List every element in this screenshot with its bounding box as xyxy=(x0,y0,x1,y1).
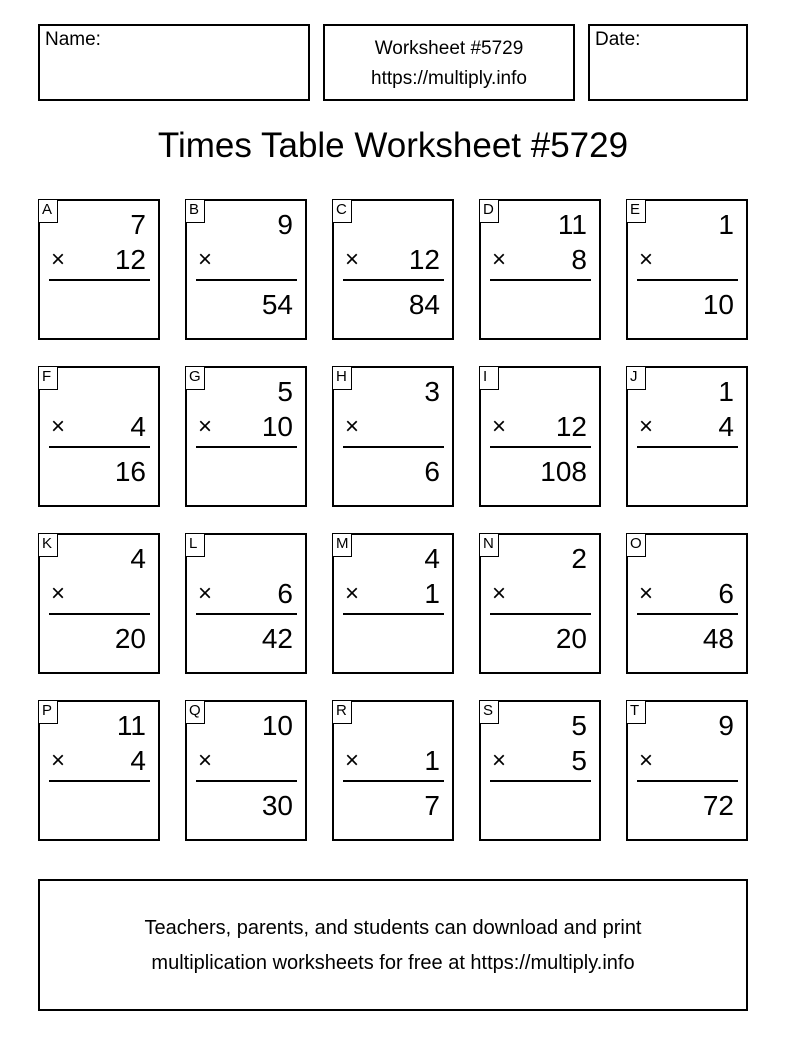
multiplier: 8 xyxy=(571,244,587,275)
multiplier: 4 xyxy=(130,411,146,442)
problem-a xyxy=(38,199,160,340)
product: 108 xyxy=(540,456,587,487)
worksheet-url: https://multiply.info xyxy=(371,68,527,89)
multiplicand: 1 xyxy=(718,209,734,240)
problem-b xyxy=(185,199,307,340)
name-label: Name: xyxy=(45,29,101,50)
multiplier: 6 xyxy=(718,578,734,609)
times-sign: × xyxy=(345,747,360,774)
multiplicand: 9 xyxy=(718,710,734,741)
answer-rule xyxy=(637,780,738,782)
problem-letter: A xyxy=(38,199,58,223)
multiplicand: 10 xyxy=(261,710,293,741)
product: 72 xyxy=(702,790,734,821)
multiplicand: 9 xyxy=(277,209,293,240)
times-sign: × xyxy=(639,580,654,607)
answer-rule xyxy=(196,613,297,615)
answer-rule xyxy=(49,613,150,615)
problem-letter: B xyxy=(185,199,205,223)
problem-letter: L xyxy=(185,533,205,557)
multiplicand: 4 xyxy=(130,543,146,574)
multiplier: 12 xyxy=(408,244,440,275)
problem-n xyxy=(479,533,601,674)
problem-l xyxy=(185,533,307,674)
multiplier: 6 xyxy=(277,578,293,609)
problem-f xyxy=(38,366,160,507)
footer-line-1: Teachers, parents, and students can download and print xyxy=(144,917,642,939)
answer-rule xyxy=(49,446,150,448)
answer-rule xyxy=(343,279,444,281)
date-field-box[interactable] xyxy=(588,24,748,101)
answer-rule xyxy=(343,780,444,782)
answer-rule xyxy=(49,279,150,281)
times-sign: × xyxy=(198,580,213,607)
multiplier: 4 xyxy=(718,411,734,442)
worksheet-number: Worksheet #5729 xyxy=(374,38,524,59)
times-sign: × xyxy=(198,747,213,774)
answer-rule xyxy=(637,279,738,281)
times-sign: × xyxy=(51,747,66,774)
product: 48 xyxy=(702,623,734,654)
problem-q xyxy=(185,700,307,841)
footer-box xyxy=(38,879,748,1011)
problem-g xyxy=(185,366,307,507)
multiplier: 12 xyxy=(114,244,146,275)
problem-d xyxy=(479,199,601,340)
multiplicand: 11 xyxy=(557,209,587,240)
times-sign: × xyxy=(198,413,213,440)
problem-m xyxy=(332,533,454,674)
problem-letter: N xyxy=(479,533,499,557)
multiplicand: 11 xyxy=(116,710,146,741)
times-sign: × xyxy=(639,246,654,273)
problem-k xyxy=(38,533,160,674)
page-title: Times Table Worksheet #5729 xyxy=(157,126,629,165)
times-sign: × xyxy=(345,580,360,607)
problem-letter: F xyxy=(38,366,58,390)
multiplicand: 1 xyxy=(718,376,734,407)
times-sign: × xyxy=(492,580,507,607)
footer-line-2: multiplication worksheets for free at https://multiply.info xyxy=(151,952,635,974)
problem-letter: R xyxy=(332,700,352,724)
problem-i xyxy=(479,366,601,507)
answer-rule xyxy=(196,780,297,782)
multiplier: 12 xyxy=(555,411,587,442)
problem-r xyxy=(332,700,454,841)
multiplier: 1 xyxy=(424,578,440,609)
answer-rule xyxy=(637,446,738,448)
problem-letter: I xyxy=(479,366,499,390)
problem-letter: J xyxy=(626,366,646,390)
multiplicand: 7 xyxy=(130,209,146,240)
times-sign: × xyxy=(198,246,213,273)
problem-e xyxy=(626,199,748,340)
multiplier: 1 xyxy=(424,745,440,776)
times-sign: × xyxy=(639,413,654,440)
worksheet-id-box xyxy=(323,24,575,101)
times-sign: × xyxy=(51,246,66,273)
answer-rule xyxy=(637,613,738,615)
times-sign: × xyxy=(51,413,66,440)
product: 30 xyxy=(261,790,293,821)
answer-rule xyxy=(490,780,591,782)
product: 42 xyxy=(261,623,293,654)
product: 16 xyxy=(114,456,146,487)
problem-letter: T xyxy=(626,700,646,724)
multiplicand: 5 xyxy=(571,710,587,741)
multiplicand: 3 xyxy=(424,376,440,407)
product: 6 xyxy=(424,456,440,487)
product: 10 xyxy=(702,289,734,320)
answer-rule xyxy=(343,613,444,615)
problem-letter: O xyxy=(626,533,646,557)
times-sign: × xyxy=(492,747,507,774)
times-sign: × xyxy=(492,413,507,440)
product: 20 xyxy=(114,623,146,654)
problem-letter: S xyxy=(479,700,499,724)
answer-rule xyxy=(196,279,297,281)
answer-rule xyxy=(490,613,591,615)
problem-p xyxy=(38,700,160,841)
product: 20 xyxy=(555,623,587,654)
date-label: Date: xyxy=(595,29,641,50)
answer-rule xyxy=(49,780,150,782)
problem-o xyxy=(626,533,748,674)
product: 54 xyxy=(261,289,293,320)
answer-rule xyxy=(490,446,591,448)
problem-letter: K xyxy=(38,533,58,557)
times-sign: × xyxy=(345,413,360,440)
times-sign: × xyxy=(51,580,66,607)
problem-letter: G xyxy=(185,366,205,390)
times-sign: × xyxy=(639,747,654,774)
product: 7 xyxy=(424,790,440,821)
name-field-box[interactable] xyxy=(38,24,310,101)
problem-letter: D xyxy=(479,199,499,223)
problem-letter: Q xyxy=(185,700,205,724)
problem-c xyxy=(332,199,454,340)
problem-letter: P xyxy=(38,700,58,724)
problem-letter: M xyxy=(332,533,352,557)
multiplier: 4 xyxy=(130,745,146,776)
problem-letter: E xyxy=(626,199,646,223)
times-sign: × xyxy=(345,246,360,273)
times-sign: × xyxy=(492,246,507,273)
product: 84 xyxy=(408,289,440,320)
multiplicand: 5 xyxy=(277,376,293,407)
problem-t xyxy=(626,700,748,841)
multiplier: 5 xyxy=(571,745,587,776)
problem-s xyxy=(479,700,601,841)
problem-h xyxy=(332,366,454,507)
multiplicand: 4 xyxy=(424,543,440,574)
problem-j xyxy=(626,366,748,507)
answer-rule xyxy=(490,279,591,281)
answer-rule xyxy=(196,446,297,448)
multiplier: 10 xyxy=(261,411,293,442)
multiplicand: 2 xyxy=(571,543,587,574)
answer-rule xyxy=(343,446,444,448)
problem-letter: C xyxy=(332,199,352,223)
problem-letter: H xyxy=(332,366,352,390)
